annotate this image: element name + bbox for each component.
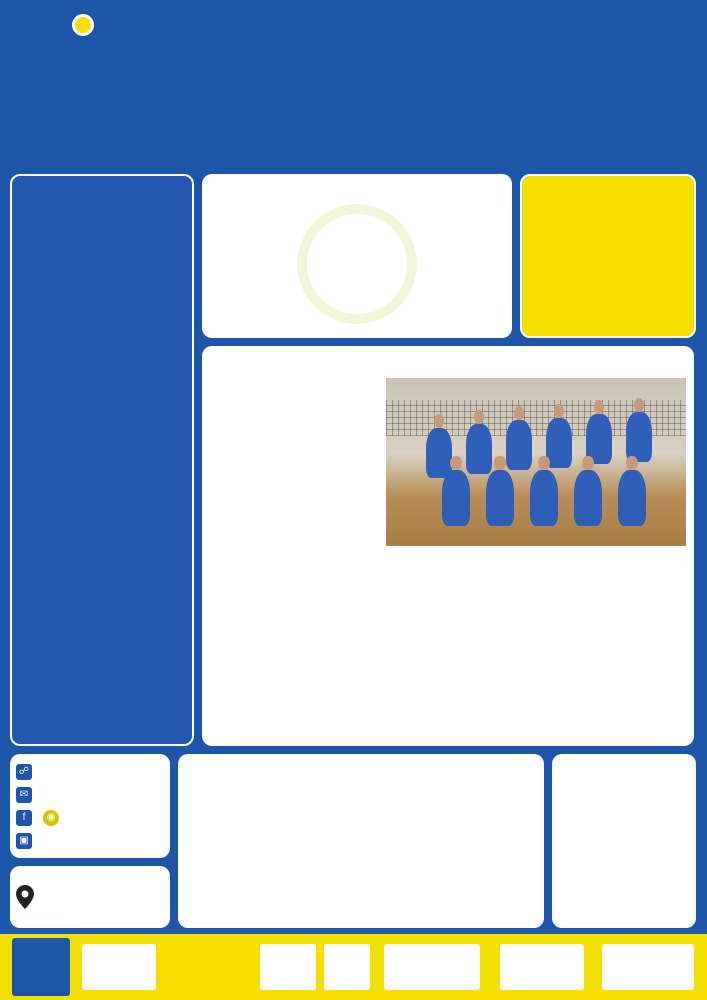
gymnase-panel xyxy=(10,866,170,928)
volleyball-icon xyxy=(72,14,94,36)
anniversaires-panel xyxy=(520,174,696,338)
sponsor-logo xyxy=(82,944,156,990)
resultats-ufolep-panel xyxy=(552,754,696,928)
results-column xyxy=(182,776,298,784)
dagoba-link[interactable] xyxy=(16,829,164,852)
globe-icon: ☍ xyxy=(16,764,32,780)
sponsor-logo xyxy=(260,944,316,990)
club-logo xyxy=(14,10,164,160)
app-icon: ▣ xyxy=(16,833,32,849)
social-links[interactable] xyxy=(16,806,164,829)
contacts-panel xyxy=(10,754,170,858)
sponsor-logo xyxy=(12,938,70,996)
email-link[interactable] xyxy=(16,783,164,806)
map-pin-icon xyxy=(16,885,34,909)
sponsor-logo xyxy=(162,944,254,990)
website-link[interactable] xyxy=(16,760,164,783)
zoom-body xyxy=(214,552,686,554)
vie-du-club-panel xyxy=(202,174,512,338)
zoom-panel xyxy=(202,346,694,746)
resultats-ffvolley-panel xyxy=(178,754,544,928)
club-watermark-icon xyxy=(297,204,417,324)
sponsor-logo xyxy=(324,944,370,990)
team-photo xyxy=(386,378,686,546)
sponsor-logo xyxy=(384,944,480,990)
facebook-icon: f xyxy=(16,810,32,826)
sponsor-logo xyxy=(602,944,694,990)
sponsor-logo xyxy=(500,944,584,990)
envelope-icon: ✉ xyxy=(16,787,32,803)
agenda-panel xyxy=(10,174,194,746)
sponsors-footer xyxy=(0,934,707,1000)
instagram-icon: ◉ xyxy=(43,810,59,826)
